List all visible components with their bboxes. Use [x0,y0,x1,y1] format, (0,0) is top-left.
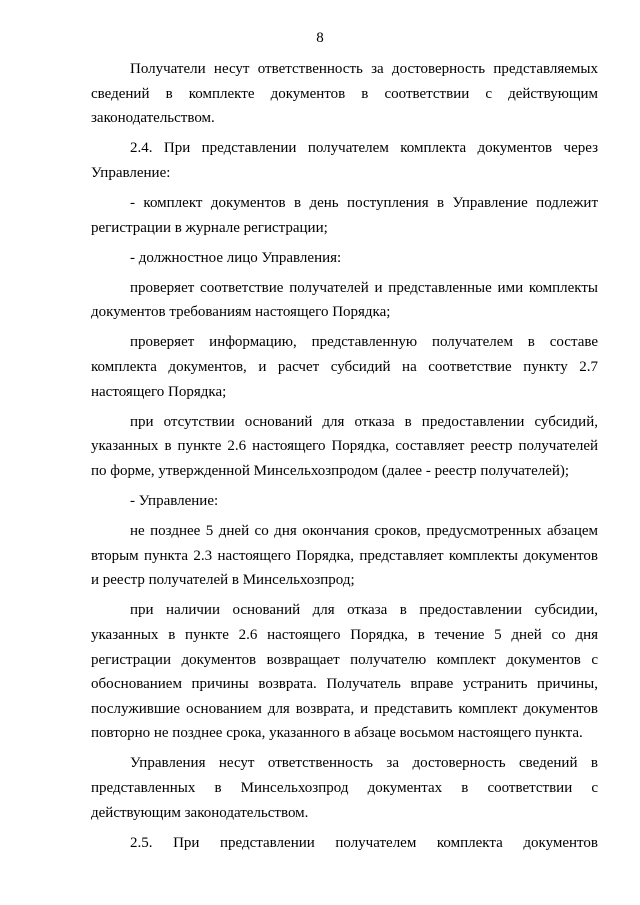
paragraph-refusal: при наличии оснований для отказа в предоставлении субсидии, указанных в пункте 2.6 настоящего Порядка, в течение 5 дней со дня регистрации документов возвращает получателю комплект документов с обоснованием причины возврата. Получатель вправе устранить причины, послужившие основанием для возврата, и представить комплект документов повторно не позднее срока, указанного в абзаце восьмом настоящего пункта. [91,602,598,742]
document-body [91,57,598,861]
paragraph-2-5: 2.5. При представлении получателем комплекта документов [130,834,598,851]
paragraph-deadline: не позднее 5 дней со дня окончания сроков, предусмотренных абзацем вторым пункта 2.3 настоящего Порядка, представляет комплекты документов и реестр получателей в Минсельхозпрод; [91,523,598,589]
paragraph-official: - должностное лицо Управления: [130,249,342,266]
page-number: 8 [316,30,324,46]
paragraph-checks-information: проверяет информацию, представленную получателем в составе комплекта документов, и расчет субсидий на соответствие пункту 2.7 настоящего Порядка; [91,334,598,400]
paragraph-directorate: - Управление: [130,493,219,509]
paragraph-registration: - комплект документов в день поступления в Управление подлежит регистрации в журнале регистрации; [91,194,598,236]
paragraph-recipients-responsibility: Получатели несут ответственность за достоверность представляемых сведений в комплекте документов в соответствии с действующим законодательством. [91,61,598,127]
paragraph-checks-compliance: проверяет соответствие получателей и представленные ими комплекты документов требованиям настоящего Порядка; [91,279,598,321]
paragraph-directorates-responsibility: Управления несут ответственность за достоверность сведений в представленных в Минсельхозпрод документах в соответствии с действующим законодательством. [91,755,598,821]
paragraph-2-4: 2.4. При представлении получателем комплекта документов через Управление: [91,140,598,181]
paragraph-registry: при отсутствии оснований для отказа в предоставлении субсидий, указанных в пункте 2.6 настоящего Порядка, составляет реестр получателей по форме, утвержденной Минсельхозпродом (далее - реестр получателей); [91,413,598,479]
